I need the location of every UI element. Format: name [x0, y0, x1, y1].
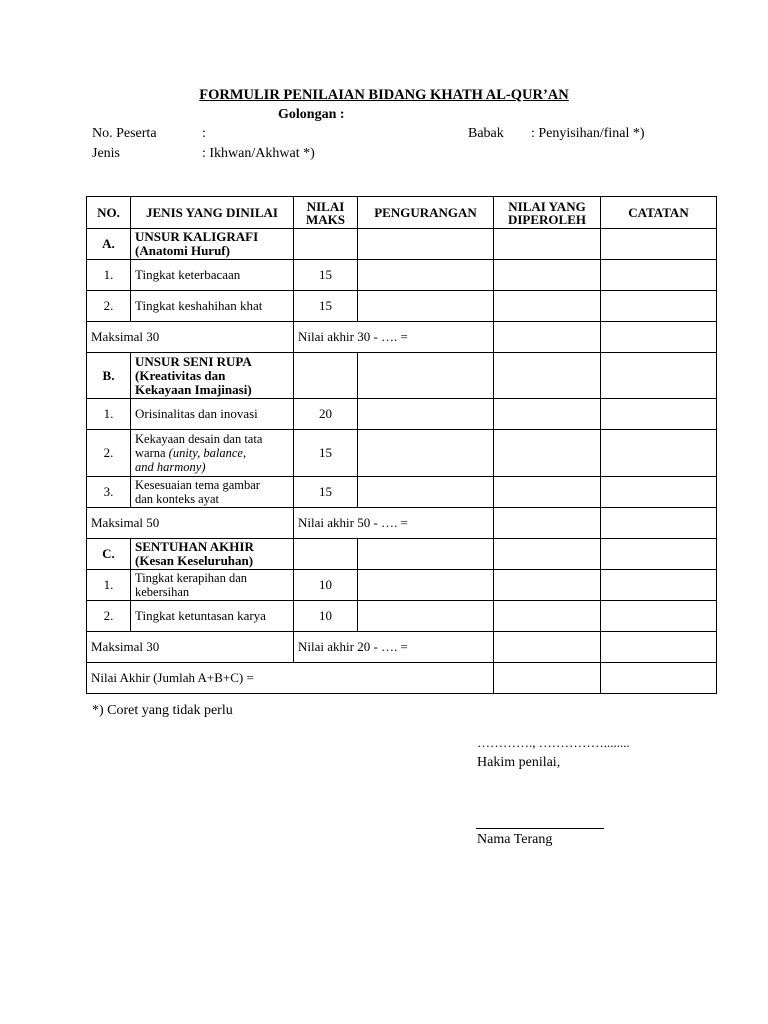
final-score-row: [87, 663, 717, 694]
section-a-catatan-cell[interactable]: [601, 229, 717, 260]
golongan-label: Golongan :: [278, 107, 345, 122]
header-nilai-maks-line1: NILAI: [306, 198, 345, 214]
catatan-cell[interactable]: [601, 291, 717, 322]
section-a-row: [87, 229, 717, 260]
catatan-cell[interactable]: [601, 601, 717, 632]
pengurangan-cell[interactable]: [358, 601, 494, 632]
nilai-cell[interactable]: [494, 399, 601, 430]
babak-value: : Penyisihan/final *): [531, 126, 645, 141]
max-score: 15: [294, 260, 358, 291]
form-title: FORMULIR PENILAIAN BIDANG KHATH AL-QUR’AN: [199, 87, 569, 103]
criterion-label: Tingkat keterbacaan: [131, 260, 294, 291]
catatan-cell[interactable]: [601, 477, 717, 508]
section-a-total-cell[interactable]: [494, 322, 601, 353]
criterion-label-line3: [135, 460, 289, 474]
criterion-label: Tingkat ketuntasan karya: [131, 601, 294, 632]
jenis-value: : Ikhwan/Akhwat *): [202, 146, 315, 161]
criterion-label: [131, 570, 294, 601]
row-number: 1.: [87, 399, 131, 430]
pengurangan-cell[interactable]: [358, 399, 494, 430]
section-a-summary-row: [87, 322, 717, 353]
section-b-no: B.: [87, 353, 131, 399]
nilai-cell[interactable]: [494, 430, 601, 477]
section-c-catatan-cell[interactable]: [601, 539, 717, 570]
section-b-title-line1: UNSUR SENI RUPA: [135, 353, 252, 369]
row-number: 1.: [87, 570, 131, 601]
signature-line: [476, 828, 604, 829]
final-score-label: Nilai Akhir (Jumlah A+B+C) =: [87, 663, 494, 694]
criterion-label: [131, 477, 294, 508]
table-header-row: [87, 197, 717, 229]
section-b-total-catatan[interactable]: [601, 508, 717, 539]
nilai-cell[interactable]: [494, 260, 601, 291]
criterion-label: Tingkat keshahihan khat: [131, 291, 294, 322]
section-a-nilai-cell[interactable]: [494, 229, 601, 260]
section-a-max-cell[interactable]: [294, 229, 358, 260]
table-row: [87, 477, 717, 508]
section-c-pengurangan-cell[interactable]: [358, 539, 494, 570]
section-b-nilai-akhir: Nilai akhir 50 - …. =: [294, 508, 494, 539]
table-row: [87, 399, 717, 430]
header-no: NO.: [87, 197, 131, 229]
header-jenis: JENIS YANG DINILAI: [131, 197, 294, 229]
section-c-title-line2: (Kesan Keseluruhan): [135, 553, 254, 568]
row-number: 2.: [87, 291, 131, 322]
section-c-nilai-akhir: Nilai akhir 20 - …. =: [294, 632, 494, 663]
nilai-cell[interactable]: [494, 477, 601, 508]
section-c-nilai-cell[interactable]: [494, 539, 601, 570]
max-score: 10: [294, 601, 358, 632]
header-nilai-maks-line2: MAKS: [306, 211, 345, 227]
header-nilai-maks: [294, 197, 358, 229]
no-peserta-label: No. Peserta: [92, 126, 157, 141]
table-row: [87, 601, 717, 632]
section-a-total-catatan[interactable]: [601, 322, 717, 353]
section-b-nilai-cell[interactable]: [494, 353, 601, 399]
section-a-pengurangan-cell[interactable]: [358, 229, 494, 260]
section-b-max-cell[interactable]: [294, 353, 358, 399]
criterion-label: [131, 430, 294, 477]
max-score: 10: [294, 570, 358, 601]
header-nilai-diperoleh: [494, 197, 601, 229]
section-a-no: A.: [87, 229, 131, 260]
section-a-nilai-akhir: Nilai akhir 30 - …. =: [294, 322, 494, 353]
no-peserta-colon: :: [202, 126, 206, 141]
section-b-title-line2: (Kreativitas dan: [135, 367, 226, 383]
section-c-title: [131, 539, 294, 570]
signature-name: Nama Terang: [477, 832, 553, 847]
catatan-cell[interactable]: [601, 260, 717, 291]
header-pengurangan: PENGURANGAN: [358, 197, 494, 229]
signature-role: Hakim penilai,: [477, 755, 561, 770]
table-row: [87, 430, 717, 477]
section-c-row: [87, 539, 717, 570]
nilai-cell[interactable]: [494, 601, 601, 632]
row-number: 2.: [87, 601, 131, 632]
section-b-catatan-cell[interactable]: [601, 353, 717, 399]
section-b-title: [131, 353, 294, 399]
section-c-title-line1: SENTUHAN AKHIR: [135, 539, 254, 554]
header-nilai-diperoleh-line1: NILAI YANG: [508, 198, 586, 214]
final-catatan-cell[interactable]: [601, 663, 717, 694]
criterion-label-italic: (unity, balance,: [168, 446, 247, 460]
criterion-label-line2: [135, 446, 289, 460]
table-row: [87, 291, 717, 322]
criterion-label-line1: Tingkat kerapihan dan: [135, 571, 248, 585]
pengurangan-cell[interactable]: [358, 430, 494, 477]
section-b-maksimal: Maksimal 50: [87, 508, 294, 539]
section-a-title-line2: (Anatomi Huruf): [135, 243, 230, 258]
section-c-total-catatan[interactable]: [601, 632, 717, 663]
max-score: 15: [294, 477, 358, 508]
criterion-label: Orisinalitas dan inovasi: [131, 399, 294, 430]
jenis-label: Jenis: [92, 146, 120, 161]
final-score-cell[interactable]: [494, 663, 601, 694]
max-score: 15: [294, 430, 358, 477]
section-c-maksimal: Maksimal 30: [87, 632, 294, 663]
max-score: 15: [294, 291, 358, 322]
signature-place-date: …………., ……………........: [477, 735, 630, 750]
table-row: [87, 570, 717, 601]
pengurangan-cell[interactable]: [358, 291, 494, 322]
nilai-cell[interactable]: [494, 291, 601, 322]
section-b-total-cell[interactable]: [494, 508, 601, 539]
criterion-label-line1: Kesesuaian tema gambar: [135, 478, 260, 492]
catatan-cell[interactable]: [601, 399, 717, 430]
section-c-summary-row: [87, 632, 717, 663]
criterion-label-line2: kebersihan: [135, 585, 190, 599]
section-a-title-line1: UNSUR KALIGRAFI: [135, 229, 259, 244]
criterion-label-plain: warna: [135, 446, 169, 460]
pengurangan-cell[interactable]: [358, 477, 494, 508]
section-c-total-cell[interactable]: [494, 632, 601, 663]
max-score: 20: [294, 399, 358, 430]
row-number: 1.: [87, 260, 131, 291]
nilai-cell[interactable]: [494, 570, 601, 601]
catatan-cell[interactable]: [601, 570, 717, 601]
section-b-summary-row: [87, 508, 717, 539]
babak-label: Babak: [468, 126, 504, 141]
catatan-cell[interactable]: [601, 430, 717, 477]
section-b-row: [87, 353, 717, 399]
section-b-title-line3: Kekayaan Imajinasi): [135, 381, 252, 397]
section-a-title: [131, 229, 294, 260]
pengurangan-cell[interactable]: [358, 260, 494, 291]
section-c-max-cell[interactable]: [294, 539, 358, 570]
section-b-pengurangan-cell[interactable]: [358, 353, 494, 399]
row-number: 3.: [87, 477, 131, 508]
header-nilai-diperoleh-line2: DIPEROLEH: [507, 211, 586, 227]
pengurangan-cell[interactable]: [358, 570, 494, 601]
table-row: [87, 260, 717, 291]
criterion-label-italic-2: and harmony): [135, 460, 206, 474]
header-catatan: CATATAN: [601, 197, 717, 229]
section-a-maksimal: Maksimal 30: [87, 322, 294, 353]
section-c-no: C.: [87, 539, 131, 570]
footnote: *) Coret yang tidak perlu: [92, 703, 233, 718]
criterion-label-line1: Kekayaan desain dan tata: [135, 432, 263, 446]
criterion-label-line2: dan konteks ayat: [135, 492, 220, 506]
row-number: 2.: [87, 430, 131, 477]
assessment-table: [86, 196, 717, 694]
